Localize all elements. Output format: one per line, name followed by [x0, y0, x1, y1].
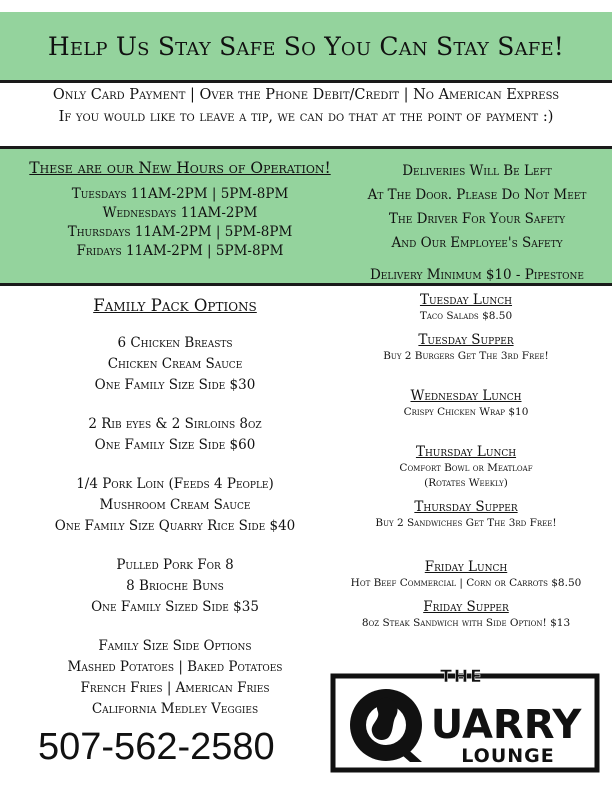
special-title: Tuesday Supper — [418, 332, 514, 348]
pack-line: One Family Sized Side $35 — [91, 599, 259, 615]
pack-line: One Family Size Side $60 — [94, 437, 256, 453]
hours-title: These are our New Hours of Operation! — [29, 159, 331, 177]
payment-notice — [0, 84, 612, 146]
delivery-minimum: Delivery Minimum $10 - Pipestone — [369, 267, 584, 283]
side-line: California Medley Veggies — [91, 701, 259, 717]
special-title: Friday Supper — [423, 599, 509, 615]
side-line: Mashed Potatoes | Baked Potatoes — [67, 659, 283, 675]
special-tuesday-lunch — [322, 292, 610, 324]
special-desc: Buy 2 Sandwiches Get The 3rd Free! — [375, 517, 557, 529]
pack-line: 6 Chicken Breasts — [117, 335, 233, 351]
special-desc: (Rotates Weekly) — [424, 477, 508, 489]
family-pack-section — [20, 296, 330, 720]
family-pack-item — [20, 555, 330, 618]
logo-the-text: THE — [440, 667, 484, 687]
side-options-title: Family Size Side Options — [98, 638, 252, 654]
special-title: Friday Lunch — [424, 559, 508, 575]
special-desc: Taco Salads $8.50 — [419, 310, 513, 322]
special-title: Tuesday Lunch — [419, 292, 513, 308]
delivery-line: And Our Employee's Safety — [391, 235, 563, 251]
family-pack-item — [20, 474, 330, 537]
special-title: Thursday Lunch — [415, 444, 517, 460]
hours-line: Fridays 11AM-2PM | 5PM-8PM — [76, 243, 284, 259]
phone-number: 507-562-2580 — [38, 726, 275, 768]
side-options — [20, 636, 330, 720]
logo-uarry-text: UARRY — [430, 702, 582, 748]
special-friday-lunch — [322, 559, 610, 591]
special-desc: Crispy Chicken Wrap $10 — [403, 406, 529, 418]
delivery-line: Deliveries Will Be Left — [402, 163, 552, 179]
family-pack-item — [20, 414, 330, 456]
special-title: Thursday Supper — [414, 499, 518, 515]
pack-line: Chicken Cream Sauce — [107, 356, 243, 372]
special-title: Wednesday Lunch — [410, 388, 522, 404]
special-friday-supper — [322, 599, 610, 631]
family-pack-item — [20, 333, 330, 396]
side-line: French Fries | American Fries — [80, 680, 270, 696]
safety-banner — [0, 12, 612, 83]
special-wednesday-lunch — [322, 388, 610, 420]
logo-lounge-text: LOUNGE — [461, 745, 555, 767]
special-tuesday-supper — [322, 332, 610, 364]
pack-line: Pulled Pork For 8 — [116, 557, 234, 573]
payment-line: Only Card Payment | Over the Phone Debit/Credit | No American Express — [52, 87, 560, 103]
family-pack-header: Family Pack Options — [93, 296, 257, 315]
delivery-line: The Driver For Your Safety — [388, 211, 566, 227]
pack-line: 2 Rib eyes & 2 Sirloins 8oz — [88, 416, 262, 432]
hours-section — [10, 159, 350, 261]
special-desc: Comfort Bowl or Meatloaf — [399, 462, 533, 474]
special-desc: Buy 2 Burgers Get The 3rd Free! — [383, 350, 549, 362]
delivery-line: At The Door. Please Do Not Meet — [367, 187, 587, 203]
daily-specials — [322, 292, 610, 631]
hours-delivery-band — [0, 146, 612, 286]
special-thursday-supper — [322, 499, 610, 531]
pack-line: 8 Brioche Buns — [126, 578, 224, 594]
pack-line: One Family Size Quarry Rice Side $40 — [54, 518, 296, 534]
tip-line: If you would like to leave a tip, we can do that at the point of payment :) — [58, 109, 554, 125]
special-desc: Hot Beef Commercial | Corn or Carrots $8.50 — [350, 577, 582, 589]
pack-line: One Family Size Side $30 — [94, 377, 256, 393]
quarry-lounge-logo — [330, 662, 600, 774]
hours-line: Thursdays 11AM-2PM | 5PM-8PM — [67, 224, 293, 240]
special-desc: 8oz Steak Sandwich with Side Option! $13 — [361, 617, 571, 629]
hours-line: Wednesdays 11AM-2PM — [102, 205, 258, 221]
delivery-section — [346, 159, 608, 283]
pack-line: Mushroom Cream Sauce — [99, 497, 251, 513]
hours-line: Tuesdays 11AM-2PM | 5PM-8PM — [71, 186, 289, 202]
banner-title: Help Us Stay Safe So You Can Stay Safe! — [47, 31, 565, 61]
pack-line: 1/4 Pork Loin (Feeds 4 People) — [76, 476, 274, 492]
special-thursday-lunch — [322, 444, 610, 491]
